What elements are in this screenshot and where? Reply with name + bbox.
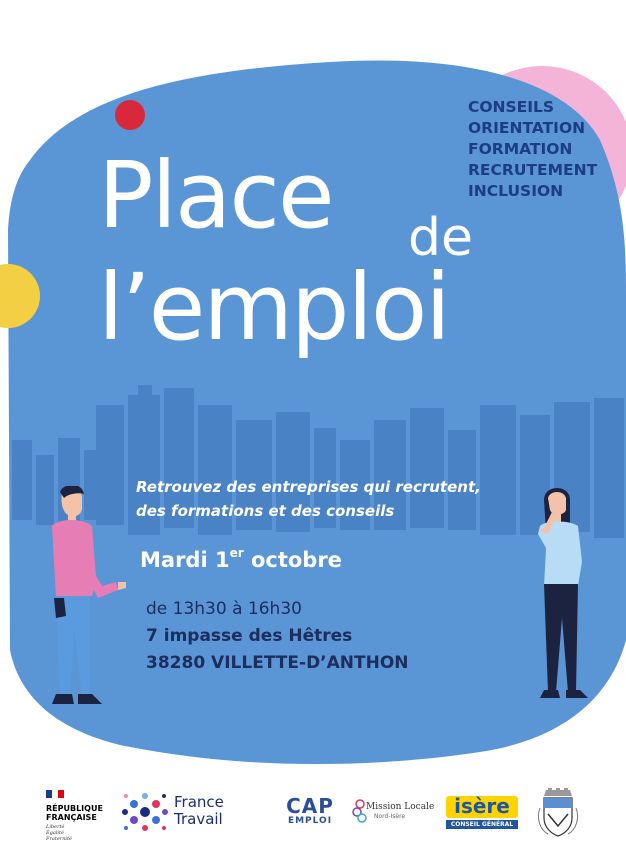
theme-orientation: ORIENTATION [468,119,586,137]
mission-locale-sub: Nord-Isère [374,813,406,820]
republique-line-1: RÉPUBLIQUE [46,804,103,813]
motto-egalite: Égalité [46,830,64,836]
cap-emploi-line-2: EMPLOI [287,816,333,826]
date-month: octobre [243,548,342,572]
republique-motto [46,824,72,842]
woman-illustration [530,486,600,706]
title-de: de [408,208,473,268]
theme-inclusion: INCLUSION [468,182,564,200]
theme-formation: FORMATION [468,140,573,158]
france-travail-text [174,794,224,828]
themes-list [468,97,616,202]
intro-text [136,475,556,523]
date-prefix: Mardi 1 [140,548,230,572]
republique-line-2: FRANÇAISE [46,813,97,822]
motto-liberte: Liberté [46,824,65,830]
date-ordinal: er [229,546,244,560]
france-travail-logo [120,790,240,834]
isere-sub: CONSEIL GÉNÉRAL [446,820,518,829]
cap-emploi-logo [280,796,340,832]
mission-locale-logo [352,796,442,832]
france-travail-dots-icon [120,790,170,834]
title-place: Place [98,142,333,249]
event-time: de 13h30 à 16h30 [146,599,302,619]
cap-emploi-line-1: CAP [286,794,334,818]
motto-fraternite: Fraternité [46,836,72,842]
marianne-flag-icon [46,790,64,798]
republique-francaise-text [46,804,103,822]
title-emploi: l’emploi [98,254,449,361]
event-details [146,596,409,677]
red-dot [115,100,145,130]
event-city: 38280 VILLETTE-D’ANTHON [146,653,409,673]
intro-line-2: des formations et des conseils [136,502,395,520]
town-crest-icon [536,788,580,838]
man-illustration [38,486,128,712]
isere-logo [446,796,518,830]
theme-recrutement: RECRUTEMENT [468,161,598,179]
france-travail-line-2: Travail [174,810,223,828]
isere-name: isère [454,794,510,818]
theme-conseils: CONSEILS [468,98,555,116]
event-address: 7 impasse des Hêtres [146,626,353,646]
france-travail-line-1: France [174,793,224,811]
intro-line-1: Retrouvez des entreprises qui recrutent, [136,478,481,496]
event-date [140,548,342,572]
mission-locale-name: Mission Locale [366,802,435,812]
partner-logos [0,780,626,846]
